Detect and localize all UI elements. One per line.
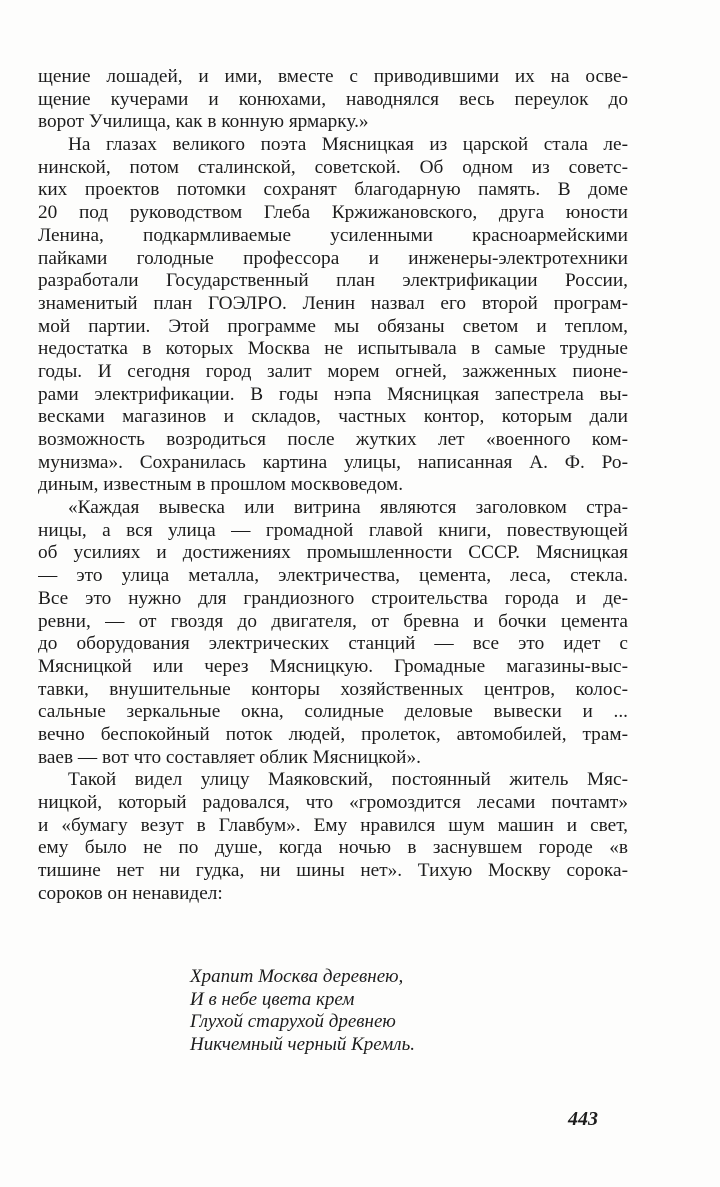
text-line: Ленина, подкармливаемые усиленными красноармейскими — [38, 224, 628, 246]
poem-line: Глухой старухой древнею — [190, 1011, 396, 1033]
text-line: и «бумагу везут в Главбум». Ему нравился шум машин и свет, — [38, 814, 628, 836]
poem-line: И в небе цвета крем — [190, 988, 355, 1010]
text-line: нинской, потом сталинской, советской. Об одном из советс- — [38, 156, 628, 178]
poem-line: Храпит Москва деревнею, — [190, 966, 404, 987]
body-text — [38, 66, 628, 905]
text-line: Все это нужно для грандиозного строительства города и де- — [38, 587, 628, 609]
text-line: недостатка в которых Москва не испытывала в самые трудные — [38, 338, 628, 360]
text-line: разработали Государственный план электрификации России, — [38, 270, 628, 292]
text-line: ницкой, который радовался, что «громоздится лесами почтамт» — [38, 792, 628, 813]
text-line: сальные зеркальные окна, солидные деловые вывески и ... — [38, 701, 628, 723]
text-line: мунизма». Сохранилась картина улицы, написанная А. Ф. Ро- — [38, 451, 628, 473]
text-line: рами электрификации. В годы нэпа Мясницкая запестрела вы- — [38, 383, 628, 405]
text-line: ему было не по душе, когда ночью в заснувшем городе «в — [38, 837, 628, 859]
text-line: щение кучерами и конюхами, наводнялся весь переулок до — [38, 88, 628, 110]
text-line: ких проектов потомки сохранят благодарную память. В доме — [38, 179, 628, 201]
text-line: ворот Училища, как в конную ярмарку.» — [38, 111, 369, 133]
text-line: знаменитый план ГОЭЛРО. Ленин назвал его второй програм- — [38, 292, 628, 314]
text-line: тишине нет ни гудка, ни шины нет». Тихую Москву сорока- — [38, 860, 628, 882]
text-line: ревни, — от гвоздя до двигателя, от бревна и бочки цемента — [38, 610, 628, 632]
poem-quote — [190, 966, 415, 1057]
text-line: пайками голодные профессора и инженеры-электротехники — [38, 247, 628, 269]
text-line: «Каждая вывеска или витрина являются заголовком стра- — [68, 497, 628, 519]
text-line: ваев — вот что составляет облик Мясницкой». — [38, 746, 421, 768]
text-line: мой партии. Этой программе мы обязаны светом и теплом, — [38, 315, 628, 337]
text-line: щение лошадей, и ими, вместе с приводившими их на осве- — [38, 66, 628, 87]
poem-line: Никчемный черный Кремль. — [190, 1034, 415, 1056]
text-line: — это улица металла, электричества, цемента, леса, стекла. — [38, 565, 628, 587]
text-line: тавки, внушительные конторы хозяйственных центров, колос- — [38, 678, 628, 700]
text-line: возможность возродиться после жутких лет «военного ком- — [38, 429, 628, 450]
text-line: Мясницкой или через Мясницкую. Громадные магазины-выс- — [38, 655, 628, 677]
text-line: весками магазинов и складов, частных контор, которым дали — [38, 406, 628, 428]
text-line: диным, известным в прошлом москвоведом. — [38, 474, 404, 496]
text-line: 20 под руководством Глеба Кржижановского, друга юности — [38, 202, 628, 224]
text-line: Такой видел улицу Маяковский, постоянный житель Мяс- — [68, 769, 628, 791]
text-line: сороков он ненавидел: — [38, 882, 223, 904]
page-number: 443 — [568, 1108, 598, 1130]
text-line: годы. И сегодня город залит морем огней, зажженных пионе- — [38, 360, 628, 382]
text-line: На глазах великого поэта Мясницкая из царской стала ле- — [68, 134, 628, 156]
text-line: вечно беспокойный поток людей, пролеток, автомобилей, трам- — [38, 723, 628, 745]
text-line: об усилиях и достижениях промышленности СССР. Мясницкая — [38, 542, 628, 564]
text-line: до оборудования электрических станций — все это идет с — [38, 633, 628, 655]
text-line: ницы, а вся улица — громадной главой книги, повествующей — [38, 519, 628, 541]
